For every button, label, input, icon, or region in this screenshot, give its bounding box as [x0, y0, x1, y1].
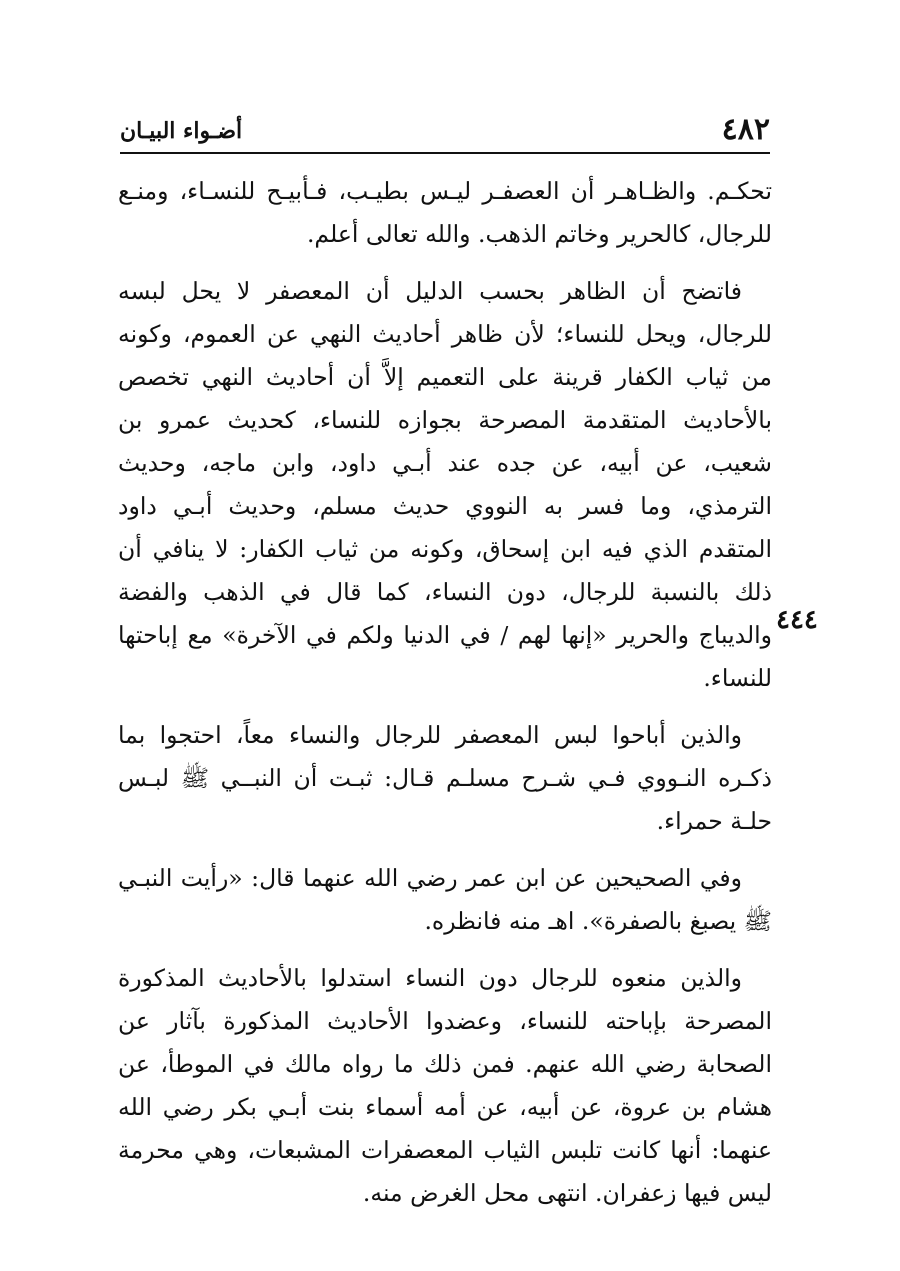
page-header — [120, 112, 770, 152]
page-number: ٤٨٢ — [721, 112, 770, 147]
original-page-marker: ٤٤٤ — [776, 605, 818, 635]
paragraph-1: تحكـم. والظـاهـر أن العصفـر ليـس بطيـب، فـأبيـح للنسـاء، ومنـع للرجال، كالحرير وخاتم الذهب. والله تعالى أعلم. — [118, 177, 772, 248]
paragraph-4: وفي الصحيحين عن ابن عمر رضي الله عنهما قال: «رأيت النبـي ﷺ يصبغ بالصفرة». اهـ منه فانظره. — [118, 864, 772, 935]
main-text — [118, 170, 772, 1229]
header-rule — [120, 152, 770, 154]
running-title: أضـواء البيـان — [120, 118, 243, 144]
paragraph-2: فاتضح أن الظاهر بحسب الدليل أن المعصفر لا يحل لبسه للرجال، ويحل للنساء؛ لأن ظاهر أحاديث النهي عن العموم، وكونه من ثياب الكفار قرينة على التعميم إلاَّ أن أحاديث النهي تخصص بالأحاديث المتقدمة المصرحة بجوازه للنساء، كحديث عمرو بن شعيب، عن أبيه، عن جده عند أبـي داود، وابن ماجه، وحديث الترمذي، وما فسر به النووي حديث مسلم، وحديث أبـي داود المتقدم الذي فيه ابن إسحاق، وكونه من ثياب الكفار: لا ينافي أن ذلك بالنسبة للرجال، دون النساء، كما قال في الذهب والفضة والديباج والحرير «إنها لهم / في الدنيا ولكم في الآخرة» مع إباحتها للنساء. — [118, 277, 772, 692]
paragraph-5: والذين منعوه للرجال دون النساء استدلوا بالأحاديث المذكورة المصرحة بإباحته للنساء، وعضدوا الأحاديث المذكورة بآثار عن الصحابة رضي الله عنهم. فمن ذلك ما رواه مالك في الموطأ، عن هشام بن عروة، عن أبيه، عن أمه أسماء بنت أبـي بكر رضي الله عنهما: أنها كانت تلبس الثياب المعصفرات المشبعات، وهي محرمة ليس فيها زعفران. انتهى محل الغرض منه. — [118, 964, 772, 1207]
paragraph-3: والذين أباحوا لبس المعصفر للرجال والنساء معاً، احتجوا بما ذكـره النـووي فـي شـرح مسلـم قـال: ثبـت أن النبــي ﷺ لبـس حلـة حمراء. — [118, 721, 772, 835]
